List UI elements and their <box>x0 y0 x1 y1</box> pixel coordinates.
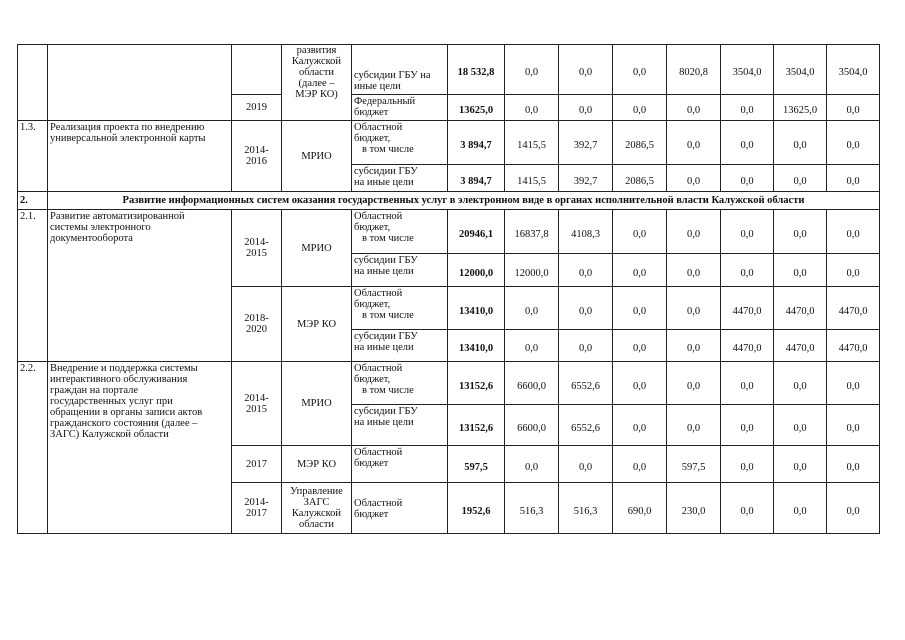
row-label-text: Развитие автоматизированной системы электронного документооборота <box>50 211 185 244</box>
value-cell: 0,0 <box>721 210 774 254</box>
value-cell: 0,0 <box>827 121 880 165</box>
total-cell: 13410,0 <box>448 330 505 362</box>
value-cell: 0,0 <box>613 446 667 483</box>
row-label-text: Внедрение и поддержка системы интерактивного обслуживания граждан на портале государственных услуг при обращении в органы записи актов гражданского состояния (далее – ЗАГС) Калужской области <box>50 363 203 440</box>
value-cell: 0,0 <box>721 95 774 121</box>
value-cell: 0,0 <box>827 165 880 192</box>
value-cell: 0,0 <box>827 446 880 483</box>
value-cell: 0,0 <box>721 362 774 405</box>
funding-source-cell <box>352 405 448 446</box>
value-cell: 0,0 <box>774 483 827 534</box>
row-label-text: Реализация проекта по внедрению универсальной электронной карты <box>50 122 206 144</box>
funding-source-text: Областной бюджет, <box>354 288 403 310</box>
funding-source-cell <box>352 121 448 165</box>
executor-cell: МЭР КО <box>282 446 352 483</box>
value-cell: 516,3 <box>559 483 613 534</box>
value-cell: 0,0 <box>721 121 774 165</box>
budget-table-page <box>17 44 880 534</box>
value-cell: 0,0 <box>827 405 880 446</box>
funding-source-text: субсидии ГБУ на иные цели <box>354 70 431 92</box>
value-cell: 0,0 <box>505 45 559 95</box>
section-title-cell: Развитие информационных систем оказания государственных услуг в электронном виде в органах исполнительной власти Калужской области <box>48 192 880 210</box>
value-cell: 0,0 <box>667 165 721 192</box>
value-cell: 6552,6 <box>559 405 613 446</box>
value-cell: 0,0 <box>667 121 721 165</box>
executor-cell <box>282 483 352 534</box>
value-cell: 0,0 <box>559 330 613 362</box>
table-row <box>18 210 880 254</box>
total-cell: 13152,6 <box>448 362 505 405</box>
value-cell: 0,0 <box>613 45 667 95</box>
value-cell: 3504,0 <box>721 45 774 95</box>
value-cell: 0,0 <box>613 287 667 330</box>
funding-source-text: Областной бюджет <box>354 447 403 469</box>
value-cell: 13625,0 <box>774 95 827 121</box>
value-cell: 0,0 <box>827 483 880 534</box>
value-cell: 0,0 <box>721 165 774 192</box>
value-cell: 4470,0 <box>827 287 880 330</box>
total-cell: 18 532,8 <box>448 45 505 95</box>
executor-text: Управление ЗАГС Калужской области <box>290 486 343 530</box>
funding-source-cell <box>352 210 448 254</box>
value-cell: 6600,0 <box>505 405 559 446</box>
funding-source-subtext: в том числе <box>362 233 414 244</box>
funding-source-cell <box>352 483 448 534</box>
value-cell: 690,0 <box>613 483 667 534</box>
value-cell: 0,0 <box>774 254 827 287</box>
year-cell <box>232 45 282 95</box>
value-cell: 0,0 <box>505 287 559 330</box>
row-label-cell <box>48 210 232 362</box>
value-cell: 3504,0 <box>774 45 827 95</box>
value-cell: 0,0 <box>559 446 613 483</box>
year-cell <box>232 287 282 362</box>
funding-source-text: субсидии ГБУ на иные цели <box>354 406 418 428</box>
year-text: 2014- 2016 <box>244 145 269 167</box>
value-cell: 0,0 <box>827 254 880 287</box>
value-cell: 0,0 <box>774 121 827 165</box>
row-label-cell <box>48 45 232 121</box>
row-id-cell <box>18 45 48 121</box>
funding-source-subtext: в том числе <box>362 144 414 155</box>
value-cell: 4470,0 <box>721 287 774 330</box>
year-cell <box>232 121 282 192</box>
funding-source-cell <box>352 254 448 287</box>
executor-cell: МРИО <box>282 362 352 446</box>
value-cell: 0,0 <box>505 330 559 362</box>
value-cell: 597,5 <box>667 446 721 483</box>
funding-source-cell <box>352 330 448 362</box>
year-cell <box>232 362 282 446</box>
year-text: 2014- 2015 <box>244 392 269 415</box>
executor-cell: МРИО <box>282 210 352 287</box>
funding-source-text: субсидии ГБУ на иные цели <box>354 166 418 188</box>
funding-source-cell <box>352 446 448 483</box>
value-cell: 0,0 <box>721 254 774 287</box>
value-cell: 392,7 <box>559 121 613 165</box>
value-cell: 0,0 <box>721 483 774 534</box>
funding-source-cell <box>352 165 448 192</box>
executor-cell: МЭР КО <box>282 287 352 362</box>
total-cell: 597,5 <box>448 446 505 483</box>
table-row <box>18 45 880 95</box>
funding-source-cell <box>352 45 448 95</box>
total-cell: 13152,6 <box>448 405 505 446</box>
value-cell: 392,7 <box>559 165 613 192</box>
value-cell: 8020,8 <box>667 45 721 95</box>
value-cell: 12000,0 <box>505 254 559 287</box>
year-cell <box>232 210 282 287</box>
value-cell: 4470,0 <box>774 330 827 362</box>
funding-source-subtext: в том числе <box>362 310 414 321</box>
value-cell: 4470,0 <box>721 330 774 362</box>
year-text: 2018- 2020 <box>244 313 269 335</box>
total-cell: 12000,0 <box>448 254 505 287</box>
value-cell: 0,0 <box>505 446 559 483</box>
value-cell: 230,0 <box>667 483 721 534</box>
funding-source-cell <box>352 95 448 121</box>
budget-table <box>17 44 880 534</box>
value-cell: 0,0 <box>721 405 774 446</box>
value-cell: 0,0 <box>721 446 774 483</box>
value-cell: 0,0 <box>559 254 613 287</box>
row-id-cell: 2.1. <box>18 210 48 362</box>
funding-source-subtext: в том числе <box>362 385 414 396</box>
table-row <box>18 121 880 165</box>
row-label-cell <box>48 362 232 534</box>
value-cell: 0,0 <box>613 95 667 121</box>
executor-cell <box>282 45 352 121</box>
value-cell: 6600,0 <box>505 362 559 405</box>
value-cell: 4470,0 <box>774 287 827 330</box>
value-cell: 0,0 <box>774 165 827 192</box>
total-cell: 13410,0 <box>448 287 505 330</box>
table-row <box>18 362 880 405</box>
value-cell: 1415,5 <box>505 121 559 165</box>
value-cell: 0,0 <box>613 362 667 405</box>
value-cell: 0,0 <box>827 95 880 121</box>
executor-text: развития Калужской области (далее – МЭР КО) <box>291 45 342 100</box>
funding-source-text: Областной бюджет, <box>354 122 403 144</box>
funding-source-text: Областной бюджет, <box>354 211 403 233</box>
funding-source-cell <box>352 287 448 330</box>
funding-source-text: Областной бюджет <box>354 497 403 520</box>
value-cell: 0,0 <box>559 45 613 95</box>
value-cell: 2086,5 <box>613 121 667 165</box>
funding-source-text: субсидии ГБУ на иные цели <box>354 255 418 277</box>
total-cell: 1952,6 <box>448 483 505 534</box>
value-cell: 2086,5 <box>613 165 667 192</box>
value-cell: 16837,8 <box>505 210 559 254</box>
value-cell: 0,0 <box>613 210 667 254</box>
funding-source-text: Федеральный бюджет <box>354 96 416 118</box>
value-cell: 0,0 <box>827 362 880 405</box>
year-cell: 2019 <box>232 95 282 121</box>
row-id-cell: 1.3. <box>18 121 48 192</box>
section-row <box>18 192 880 210</box>
section-id-cell: 2. <box>18 192 48 210</box>
value-cell: 0,0 <box>667 362 721 405</box>
value-cell: 0,0 <box>667 210 721 254</box>
value-cell: 0,0 <box>613 254 667 287</box>
value-cell: 516,3 <box>505 483 559 534</box>
funding-source-text: Областной бюджет, <box>354 363 403 385</box>
year-text: 2014- 2017 <box>244 497 269 519</box>
total-cell: 13625,0 <box>448 95 505 121</box>
row-id-cell: 2.2. <box>18 362 48 534</box>
total-cell: 3 894,7 <box>448 121 505 165</box>
value-cell: 4108,3 <box>559 210 613 254</box>
value-cell: 0,0 <box>667 330 721 362</box>
value-cell: 1415,5 <box>505 165 559 192</box>
value-cell: 0,0 <box>559 287 613 330</box>
value-cell: 3504,0 <box>827 45 880 95</box>
value-cell: 0,0 <box>774 446 827 483</box>
row-label-cell <box>48 121 232 192</box>
year-text: 2014- 2015 <box>244 237 269 259</box>
value-cell: 0,0 <box>559 95 613 121</box>
year-cell <box>232 483 282 534</box>
value-cell: 0,0 <box>613 405 667 446</box>
value-cell: 4470,0 <box>827 330 880 362</box>
value-cell: 0,0 <box>827 210 880 254</box>
value-cell: 0,0 <box>667 405 721 446</box>
value-cell: 0,0 <box>774 210 827 254</box>
year-cell: 2017 <box>232 446 282 483</box>
funding-source-text: субсидии ГБУ на иные цели <box>354 331 418 353</box>
value-cell: 0,0 <box>613 330 667 362</box>
total-cell: 20946,1 <box>448 210 505 254</box>
value-cell: 0,0 <box>667 287 721 330</box>
funding-source-cell <box>352 362 448 405</box>
value-cell: 0,0 <box>505 95 559 121</box>
value-cell: 0,0 <box>667 254 721 287</box>
total-cell: 3 894,7 <box>448 165 505 192</box>
value-cell: 0,0 <box>774 405 827 446</box>
executor-cell: МРИО <box>282 121 352 192</box>
value-cell: 6552,6 <box>559 362 613 405</box>
value-cell: 0,0 <box>667 95 721 121</box>
value-cell: 0,0 <box>774 362 827 405</box>
